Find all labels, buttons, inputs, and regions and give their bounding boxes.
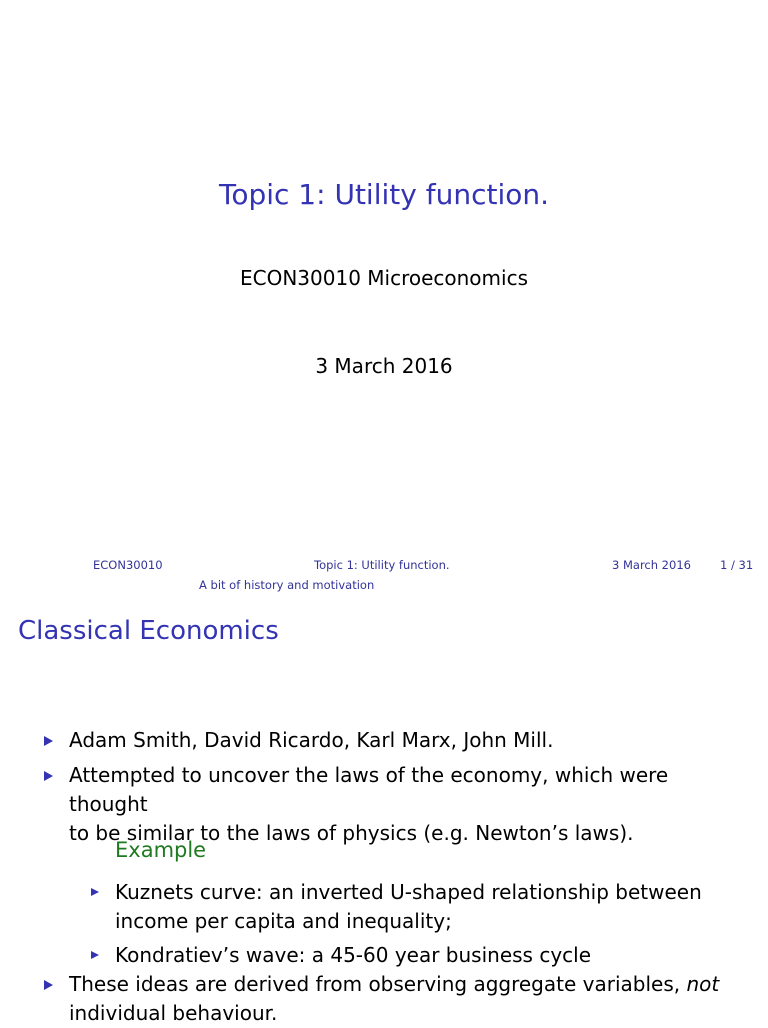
list-item-text-line: to be similar to the laws of physics (e.g. Newton’s laws).	[69, 821, 634, 845]
example-item-text: Kondratiev’s wave: a 45-60 year business cycle	[115, 943, 592, 967]
section-header: A bit of history and motivation	[199, 578, 375, 592]
presentation-title: Topic 1: Utility function.	[218, 178, 549, 211]
triangle-bullet-icon	[44, 980, 53, 990]
footer-page-number: 1 / 31	[720, 558, 754, 572]
example-item	[115, 878, 735, 936]
list-item-text: Adam Smith, David Ricardo, Karl Marx, John Mill.	[69, 728, 554, 752]
list-item	[69, 726, 749, 755]
example-item-text-line: Kuznets curve: an inverted U-shaped relationship between	[115, 880, 702, 904]
emphasis-text: not	[686, 972, 720, 996]
triangle-bullet-icon	[44, 771, 53, 781]
footer-course: ECON30010	[93, 558, 163, 572]
footer-title: Topic 1: Utility function.	[314, 558, 450, 572]
list-item	[69, 970, 749, 1028]
list-item-text-line: These ideas are derived from observing aggregate variables,	[69, 972, 687, 996]
example-item	[115, 941, 735, 970]
list-item-text-line: Attempted to uncover the laws of the economy, which were thought	[69, 763, 669, 816]
example-item-text-line: income per capita and inequality;	[115, 909, 452, 933]
list-item	[69, 761, 749, 848]
list-item-text-line: individual behaviour.	[69, 1001, 278, 1025]
triangle-bullet-icon	[44, 736, 53, 746]
course-name: ECON30010 Microeconomics	[239, 266, 529, 290]
presentation-date: 3 March 2016	[315, 354, 453, 378]
example-block-title: Example	[115, 838, 207, 862]
footer-date: 3 March 2016	[612, 558, 691, 572]
frame-title: Classical Economics	[18, 616, 279, 646]
content-slide	[0, 576, 768, 1024]
triangle-bullet-icon	[91, 951, 99, 959]
triangle-bullet-icon	[91, 888, 99, 896]
